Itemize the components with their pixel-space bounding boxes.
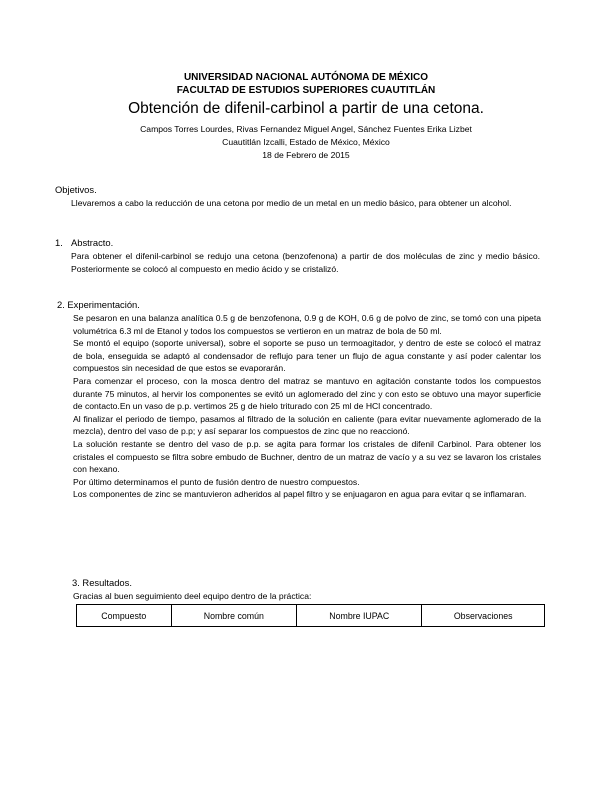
experimentacion-body: [73, 312, 541, 501]
date: 18 de Febrero de 2015: [262, 150, 350, 160]
authors: Campos Torres Lourdes, Rivas Fernandez Miguel Angel, Sánchez Fuentes Erika Lizbet: [140, 124, 472, 134]
location: Cuautitlán Izcalli, Estado de México, México: [222, 137, 390, 147]
table-header-cell: Nombre común: [171, 605, 297, 627]
resultados-intro: Gracias al buen seguimiento deel equipo dentro de la práctica:: [73, 591, 312, 601]
objetivos-heading: Objetivos.: [55, 184, 97, 195]
objetivos-text: Llevaremos a cabo la reducción de una cetona por medio de un metal en un medio básico, para obtener un alcohol.: [71, 198, 512, 208]
abstracto-text: Para obtener el difenil-carbinol se redujo una cetona (benzofenona) a partir de dos moléculas de zinc y medio básico. Posteriormente se colocó al compuesto en medio ácido y se cristalizó.: [71, 251, 540, 274]
abstracto-heading: Abstracto.: [71, 237, 114, 248]
experimentacion-paragraph: Para comenzar el proceso, con la mosca dentro del matraz se mantuvo en agitación constante todos los compuestos durante 75 minutos, al hervir los componentes se evitó un aglomerado del zinc y con esto se obtuvo una mayor superficie de contacto.En un vaso de p.p. vertimos 25 g de hielo triturado con 25 ml de HCl concentrado.: [73, 375, 541, 412]
experimentacion-paragraph: Por último determinamos el punto de fusión dentro de nuestro compuestos.: [73, 476, 360, 487]
table-header-cell: Compuesto: [77, 605, 172, 627]
table-header-cell: Observaciones: [422, 605, 545, 627]
experimentacion-heading: 2. Experimentación.: [57, 299, 140, 310]
results-table: [76, 604, 545, 627]
experimentacion-paragraph: La solución restante se dentro del vaso de p.p. se agita para formar los cristales de difenil Carbinol. Para obtener los cristales el compuesto se filtra sobre embudo de Buchner, dentro de un matraz de vacío y a su vez se lavaron los cristales con hexano.: [73, 438, 541, 475]
document-title: Obtención de difenil-carbinol a partir de una cetona.: [128, 100, 484, 117]
experimentacion-paragraph: Se pesaron en una balanza analítica 0.5 g de benzofenona, 0.9 g de KOH, 0.6 g de polvo de zinc, se tomó con una pipeta volumétrica 6.3 ml de Etanol y todos los compuestos se vertieron en un matraz de bola de 50 ml.: [73, 313, 541, 336]
experimentacion-paragraph: Al finalizar el periodo de tiempo, pasamos al filtrado de la solución en caliente (para evitar nuevamente aglomerado de la mezcla), dentro del vaso de p.p; y así separar los compuestos de zinc que no reaccionó.: [73, 413, 541, 437]
resultados-heading: 3. Resultados.: [72, 577, 132, 588]
faculty-name: FACULTAD DE ESTUDIOS SUPERIORES CUAUTITLÁN: [176, 85, 436, 96]
table-row: [77, 605, 545, 627]
university-name: UNIVERSIDAD NACIONAL AUTÓNOMA DE MÉXICO: [183, 72, 429, 83]
experimentacion-paragraph: Los componentes de zinc se mantuvieron adheridos al papel filtro y se enjuagaron en agua para evitar q se inflamaran.: [73, 489, 527, 500]
abstracto-number: 1.: [55, 237, 63, 248]
table-header-cell: Nombre IUPAC: [297, 605, 422, 627]
experimentacion-paragraph: Se montó el equipo (soporte universal), sobre el soporte se puso un termoagitador, y dentro de este se colocó el matraz de bola, enseguida se adaptó al condensador de reflujo para tener un flujo de agua constante y así poder calentar los compuestos sin necesidad de que estos se evaporarán.: [73, 338, 541, 374]
